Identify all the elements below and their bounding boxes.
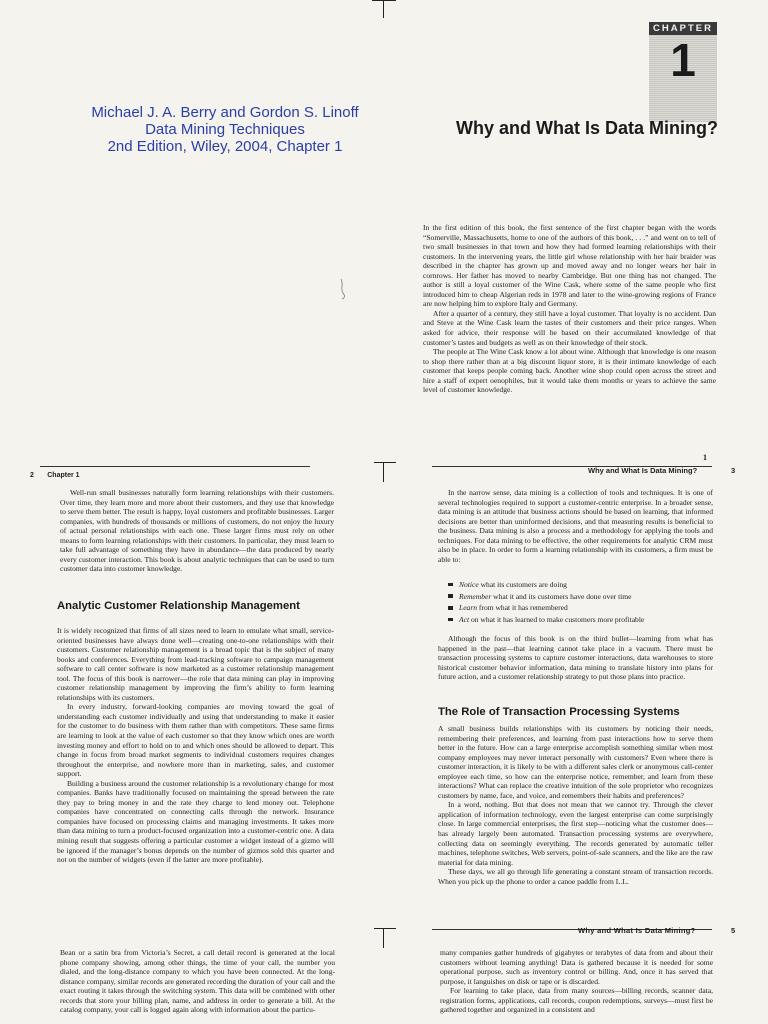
chapter-title: Why and What Is Data Mining?: [456, 118, 718, 138]
paragraph: Well-run small businesses naturally form learning relationships with their customers. Over time, they learn more and more about their customers, and they use that knowledge to serve them better. The result is happy, loyal customers and profitable businesses. Larger companies, with hundreds of thousands or millions of customers, do not enjoy the luxury of actual personal relationships with each one. These larger firms must rely on other means to form learning relationships with their customers. In particular, they must learn to take full advantage of something they have in abundance—the data produced by nearly every customer interaction. This book is about analytic techniques that can be used to turn customer data into customer knowledge.: [60, 488, 334, 574]
paragraph: Building a business around the customer relationship is a revolutionary change for most companies. Banks have traditionally focused on maintaining the spread between the rate they pay to bring money in and the rate they charge to lend money out. Telephone companies have concentrated on connecting calls through the network. Insurance companies have focused on processing claims and managing investments. It takes more than data mining to turn a product-focused organization into a customer-centric one. A data mining result that suggests offering a particular customer a widget instead of a gizmo will be ignored if the manager’s bonus depends on the number of gizmos sold this quarter and not on the number of widgets (even if the latter are more profitable).: [57, 778, 334, 865]
bullet-item: [448, 591, 713, 603]
paragraph: Although the focus of this book is on the third bullet—learning from what has happened in the past—that learning cannot take place in a vacuum. There must be transaction processing systems to capture customer interactions, data warehouses to store historical customer behavior information, data mining to translate history into plans for future action, and a customer relationship strategy to put those plans into practice.: [438, 634, 713, 682]
page3-intro: [438, 488, 713, 564]
citation-line: Data Mining Techniques: [145, 121, 305, 138]
page2-section-body: [57, 626, 334, 865]
bullet-square-icon: [448, 583, 453, 587]
bullet-square-icon: [448, 618, 453, 622]
paragraph: In the narrow sense, data mining is a collection of tools and techniques. It is one of several technologies required to support a customer-centric enterprise. In a broader sense, data mining is an attitude that business actions should be based on learning, that informed decisions are better than uninformed decisions, and that measuring results is beneficial to the business. Data mining is also a process and a methodology for applying the tools and techniques. For data mining to be effective, the other requirements for analytic CRM must also be in place. In order to form a learning relationship with its customers, a firm must be able to:: [438, 488, 713, 564]
bullet-square-icon: [448, 606, 453, 610]
chapter-badge: [649, 22, 717, 122]
section-heading: The Role of Transaction Processing Systems: [438, 706, 680, 718]
crop-mark: [374, 462, 396, 463]
header-rule: [40, 466, 310, 467]
crop-mark: [383, 0, 384, 18]
page-number: 5: [731, 926, 736, 935]
chapter-number: 1: [670, 34, 696, 86]
bullet-item: [448, 579, 713, 591]
crop-mark: [383, 928, 384, 948]
page2-intro: [60, 488, 334, 574]
bullet-square-icon: [448, 594, 453, 598]
page4-body: [60, 948, 335, 1015]
paragraph: In a word, nothing. But that does not mean that we cannot try. Through the clever application of information technology, even the largest enterprise can come surprisingly close. In large commercial enterprises, the first step—noticing what the customer does—has already largely been automated. Transaction processing systems are everywhere, collecting data on seemingly everything. The records generated by automatic teller machines, telephone switches, Web servers, point-of-sale scanners, and the like are the raw material for data mining.: [438, 800, 713, 867]
citation-block: [60, 104, 390, 155]
paragraph: In every industry, forward-looking companies are moving toward the goal of understanding each customer individually and using that understanding to make it easier for the customer to do business with them rather than with competitors. These same firms are learning to look at the value of each customer so that they know which ones are worth investing money and effort to hold on to and which ones should be allowed to depart. This change in focus from broad market segments to individual customers requires changes throughout the enterprise, and nowhere more than in marketing, sales, and customer support.: [57, 702, 334, 779]
running-header-text: Why and What Is Data Mining?: [588, 466, 698, 475]
paragraph: After a quarter of a century, they still have a loyal customer. That loyalty is no accident. Dan and Steve at the Wine Cask learn the tastes of their customers and their price ranges. When asked for advice, their response will be based on their accumulated knowledge of that customer’s tastes and budgets as well as on their knowledge of their stock.: [423, 308, 716, 347]
page1-body: [423, 223, 716, 395]
citation-line: 2nd Edition, Wiley, 2004, Chapter 1: [107, 138, 343, 155]
page-number: 2: [30, 472, 34, 479]
bullet-text: what its customers are doing: [478, 580, 567, 589]
paragraph: many companies gather hundreds of gigabytes or terabytes of data from and about their customers without learning anything! Data is gathered because it is needed for some operational purpose, such as inventory control or billing. And, once it has served that purpose, it languishes on disk or tape or is discarded.: [440, 948, 713, 986]
page5-body: [440, 948, 713, 1015]
paragraph: These days, we all go through life generating a constant stream of transaction records. When you pick up the phone to order a canoe paddle from L.L.: [438, 867, 713, 886]
paragraph: Bean or a satin bra from Victoria’s Secret, a call detail record is generated at the local phone company showing, among other things, the time of your call, the number you dialed, and the long-distance company to which you have been connected. At the long-distance company, similar records are generated recording the duration of your call and the exact routing it takes through the switching system. This data will be combined with other records that store your billing plan, name, and address in order to generate a bill. At the catalog company, your call is logged again along with information about the particu-: [60, 948, 335, 1015]
bullet-text: what it and its customers have done over time: [491, 591, 632, 601]
chapter-word: CHAPTER: [649, 22, 717, 35]
bullet-emphasis: Act: [459, 615, 470, 625]
bullet-item: [448, 614, 713, 626]
page-number: 1: [703, 453, 707, 462]
bullet-emphasis: Notice: [459, 580, 479, 589]
crop-mark: [383, 462, 384, 482]
crop-mark: [372, 0, 396, 1]
bullet-item: [448, 602, 713, 614]
citation-line: Michael J. A. Berry and Gordon S. Linoff: [91, 104, 359, 121]
bullet-emphasis: Remember: [459, 591, 492, 601]
running-header-text: Chapter 1: [47, 472, 80, 479]
page3-section-body: [438, 724, 713, 886]
paragraph: In the first edition of this book, the first sentence of the first chapter began with the words “Somerville, Massachusetts, home to one of the authors of this book, . . .” and went on to tell of two small businesses in that town and how they had formed learning relationships with their customers. In the intervening years, the little girl whose relationship with her hair braider was described in the chapter has grown up and moved away and no longer wears her hair in cornrows. Her father has moved to nearby Cambridge. But one thing has not changed. The author is still a loyal customer of the Wine Cask, where some of the same people who first introduced him to cheap Algerian reds in 1978 and later to the wine-growing regions of France are now helping him to explore Italy and Germany.: [423, 223, 716, 309]
paragraph: A small business builds relationships with its customers by noticing their needs, remembering their preferences, and learning from past interactions how to serve them better in the future. How can a large enterprise accomplish something similar when most company employees may never interact personally with customers? Even where there is customer interaction, it is likely to be with a different sales clerk or anonymous call-center employee each time, so how can the enterprise notice, remember, and learn from these interactions? What can replace the creative intuition of the sole proprietor who recognizes customers by name, face, and voice, and remembers their habits and preferences?: [438, 724, 713, 800]
page3-after-bullets: [438, 634, 713, 682]
paragraph: It is widely recognized that firms of all sizes need to learn to emulate what small, service-oriented businesses have always done well—creating one-to-one relationships with their customers. Customer relationship management is a broad topic that is the subject of many books and conferences. Everything from lead-tracking software to campaign management software to call center software is now marketed as a customer relationship management tool. The focus of this book is narrower—the role that data mining can play in improving customer relationship management by improving the firm’s ability to form learning relationships with its customers.: [57, 626, 334, 702]
bullet-emphasis: Learn: [459, 603, 478, 613]
section-heading: Analytic Customer Relationship Management: [57, 600, 300, 612]
running-header: [30, 464, 110, 479]
running-header-text: Why and What Is Data Mining?: [578, 926, 696, 935]
pencil-mark: [338, 278, 348, 300]
paragraph: For learning to take place, data from many sources—billing records, scanner data, registration forms, applications, call records, coupon redemptions, surveys—must first be gathered together and organized in a consistent and: [440, 986, 713, 1015]
paragraph: The people at The Wine Cask know a lot about wine. Although that knowledge is one reason to shop there rather than at a big discount liquor store, it is their intimate knowledge of each customer that keeps people coming back. Another wine shop could open across the street and hire a staff of expert oenophiles, but it would take them months or years to achieve the same level of customer knowledge.: [423, 347, 716, 395]
page-number: 3: [731, 466, 736, 475]
bullet-text: on what it has learned to make customers more profitable: [469, 615, 645, 625]
crop-mark: [374, 928, 396, 929]
bullet-text: from what it has remembered: [477, 603, 568, 613]
bullet-list: [448, 579, 713, 626]
